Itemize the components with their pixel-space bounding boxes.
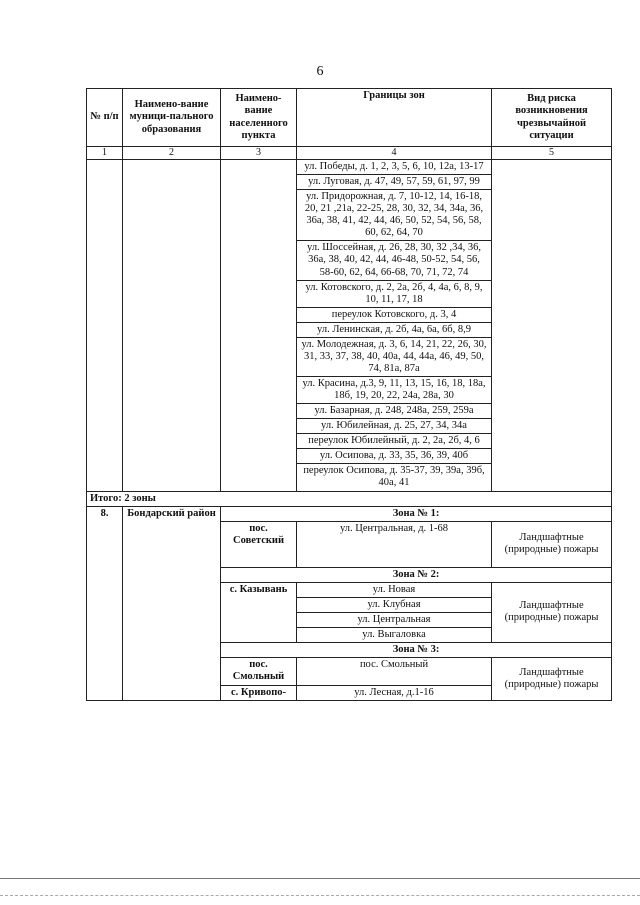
- zone-2-title: Зона № 2:: [221, 567, 612, 582]
- header-risk: Вид риска возникновения чрезвычайной ситуации: [492, 89, 612, 147]
- total-row: Итого: 2 зоны: [87, 491, 612, 506]
- header-settlement: Наимено-вание населенного пункта: [221, 89, 297, 147]
- address-row: ул. Базарная, д. 248, 248а, 259, 259а: [297, 404, 492, 419]
- zone-2-street: ул. Новая: [297, 582, 492, 597]
- zone-1-settlement: пос. Советский: [221, 521, 297, 567]
- address-row: ул. Котовского, д. 2, 2а, 2б, 4, 4а, 6, 8, 9, 10, 11, 17, 18: [297, 280, 492, 307]
- zone-3-settlement-2: с. Кривопо-: [221, 686, 297, 701]
- address-row: переулок Котовского, д. 3, 4: [297, 307, 492, 322]
- column-number-2: 2: [123, 147, 221, 160]
- address-row: ул. Юбилейная, д. 25, 27, 34, 34а: [297, 419, 492, 434]
- column-number-3: 3: [221, 147, 297, 160]
- zone-1-title: Зона № 1:: [221, 506, 612, 521]
- address-row: ул. Шоссейная, д. 26, 28, 30, 32 ,34, 36, 36а, 38, 40, 42, 44, 46-48, 50-52, 54, 56, 58-60, 62, 64, 66-68, 70, 71, 72, 74: [297, 241, 492, 280]
- column-number-1: 1: [87, 147, 123, 160]
- address-row: переулок Осипова, д. 35-37, 39, 39а, 39б, 40а, 41: [297, 464, 492, 491]
- address-row: переулок Юбилейный, д. 2, 2а, 2б, 4, 6: [297, 434, 492, 449]
- scan-line: [0, 878, 640, 879]
- zone-1-border: ул. Центральная, д. 1-68: [297, 521, 492, 567]
- zones-table: [86, 88, 612, 701]
- address-row: ул. Луговая, д. 47, 49, 57, 59, 61, 97, 99: [297, 175, 492, 190]
- header-number: № п/п: [87, 89, 123, 147]
- zone-1-risk: Ландшафтные (природные) пожары: [492, 521, 612, 567]
- empty-cell: [221, 160, 297, 492]
- address-row: ул. Осипова, д. 33, 35, 36, 39, 40б: [297, 449, 492, 464]
- zone-3-settlement: пос. Смольный: [221, 658, 297, 686]
- column-number-5: 5: [492, 147, 612, 160]
- zone-2-settlement: с. Казывань: [221, 582, 297, 642]
- zone-2-risk: Ландшафтные (природные) пожары: [492, 582, 612, 642]
- address-row: ул. Ленинская, д. 2б, 4а, 6а, 6б, 8,9: [297, 322, 492, 337]
- zone-3-border-2: ул. Лесная, д.1-16: [297, 686, 492, 701]
- address-row: ул. Молодежная, д. 3, 6, 14, 21, 22, 26, 30, 31, 33, 37, 38, 40, 40а, 44, 44а, 46, 49, 50, 74, 81а, 87а: [297, 337, 492, 376]
- header-borders: Границы зон: [297, 89, 492, 147]
- page-number: 6: [316, 64, 324, 79]
- zone-3-border: пос. Смольный: [297, 658, 492, 686]
- municipality-name: Бондарский район: [123, 506, 221, 701]
- header-municipality: Наимено-вание муници-пального образования: [123, 89, 221, 147]
- zone-2-street: ул. Выгаловка: [297, 627, 492, 642]
- zone-3-title: Зона № 3:: [221, 642, 612, 657]
- address-row: ул. Придорожная, д. 7, 10-12, 14, 16-18, 20, 21 ,21а, 22-25, 28, 30, 32, 34, 34а, 36, 36а, 38, 41, 42, 44, 46, 50, 52, 54, 56, 58, 60, 62, 64, 70: [297, 190, 492, 241]
- address-row: ул. Красина, д.3, 9, 11, 13, 15, 16, 18, 18а, 18б, 19, 20, 22, 24а, 28а, 30: [297, 377, 492, 404]
- empty-cell: [87, 160, 123, 492]
- section-number: 8.: [87, 506, 123, 701]
- scan-edge: [0, 895, 640, 896]
- column-number-4: 4: [297, 147, 492, 160]
- address-row: ул. Победы, д. 1, 2, 3, 5, 6, 10, 12а, 13-17: [297, 160, 492, 175]
- zone-2-street: ул. Клубная: [297, 597, 492, 612]
- zone-2-street: ул. Центральная: [297, 612, 492, 627]
- empty-cell: [492, 160, 612, 492]
- zone-3-risk: Ландшафтные (природные) пожары: [492, 658, 612, 701]
- empty-cell: [123, 160, 221, 492]
